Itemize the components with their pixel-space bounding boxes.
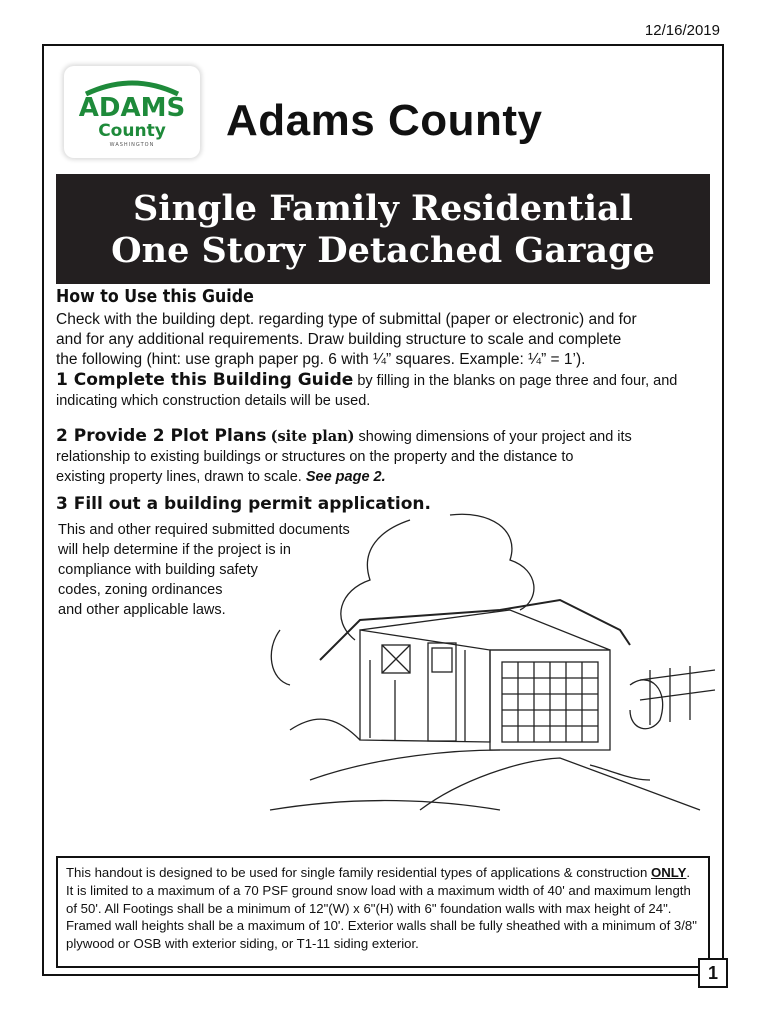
note-part-1: This handout is designed to be used for single family residential types of applications & construction (66, 865, 651, 880)
intro-line-2: and for any additional requirements. Draw building structure to scale and complete (56, 331, 622, 348)
step-2-title: 2 Provide 2 Plot Plans (56, 426, 267, 446)
note-only-emphasis: ONLY (650, 865, 687, 880)
adams-county-logo (64, 66, 200, 158)
intro-line-3: the following (hint: use graph paper pg. 6 with ¼” squares. Example: ¼” = 1’). (56, 351, 586, 368)
step-1-title: 1 Complete this Building Guide (56, 370, 354, 390)
step-2-see-page: See page 2. (305, 469, 386, 485)
step-1-text-b: indicating which construction details will be used. (56, 393, 371, 409)
limitations-note (56, 856, 710, 968)
document-date: 12/16/2019 (644, 22, 720, 39)
step-1 (56, 370, 724, 411)
compliance-line: and other applicable laws. (58, 602, 226, 618)
logo-text-county: County (98, 121, 166, 141)
step-3-title: 3 Fill out a building permit application. (56, 494, 431, 514)
guide-intro (56, 310, 724, 370)
compliance-line: codes, zoning ordinances (58, 582, 223, 598)
county-title: Adams County (226, 96, 543, 145)
logo-text-state: WASHINGTON (109, 142, 155, 148)
step-1-text-a: by filling in the blanks on page three and four, and (353, 373, 678, 389)
banner-line-2: One Story Detached Garage (111, 230, 655, 271)
compliance-line: compliance with building safety (58, 562, 258, 578)
step-2 (56, 426, 724, 487)
compliance-line: will help determine if the project is in (58, 542, 291, 558)
logo-text-adams: ADAMS (78, 93, 186, 123)
page-number: 1 (698, 958, 728, 988)
note-part-2: . It is limited to a maximum of a 70 PSF ground snow load with a maximum width of 40' and maximum length of 50'. All Footings shall be a minimum of 12"(W) x 6"(H) with 6" foundation walls with max height of 24". Framed wall heights shall be a maximum of 10'. Exterior walls shall be fully sheathed with a minimum of 3/8" plywood or OSB with exterior siding, or T1-11 siding exterior. (66, 865, 697, 952)
compliance-text (58, 520, 398, 620)
guide-heading: How to Use this Guide (56, 286, 254, 307)
step-2-text-c: existing property lines, drawn to scale. (56, 469, 306, 485)
step-2-text-a: showing dimensions of your project and its (354, 429, 632, 445)
banner-line-1: Single Family Residential (133, 188, 633, 229)
compliance-line: This and other required submitted documents (58, 522, 350, 538)
step-2-site-plan: (site plan) (270, 428, 355, 445)
intro-line-1: Check with the building dept. regarding type of submittal (paper or electronic) and for (56, 311, 637, 328)
title-banner (56, 174, 710, 284)
step-2-text-b: relationship to existing buildings or structures on the property and the distance to (56, 449, 574, 465)
